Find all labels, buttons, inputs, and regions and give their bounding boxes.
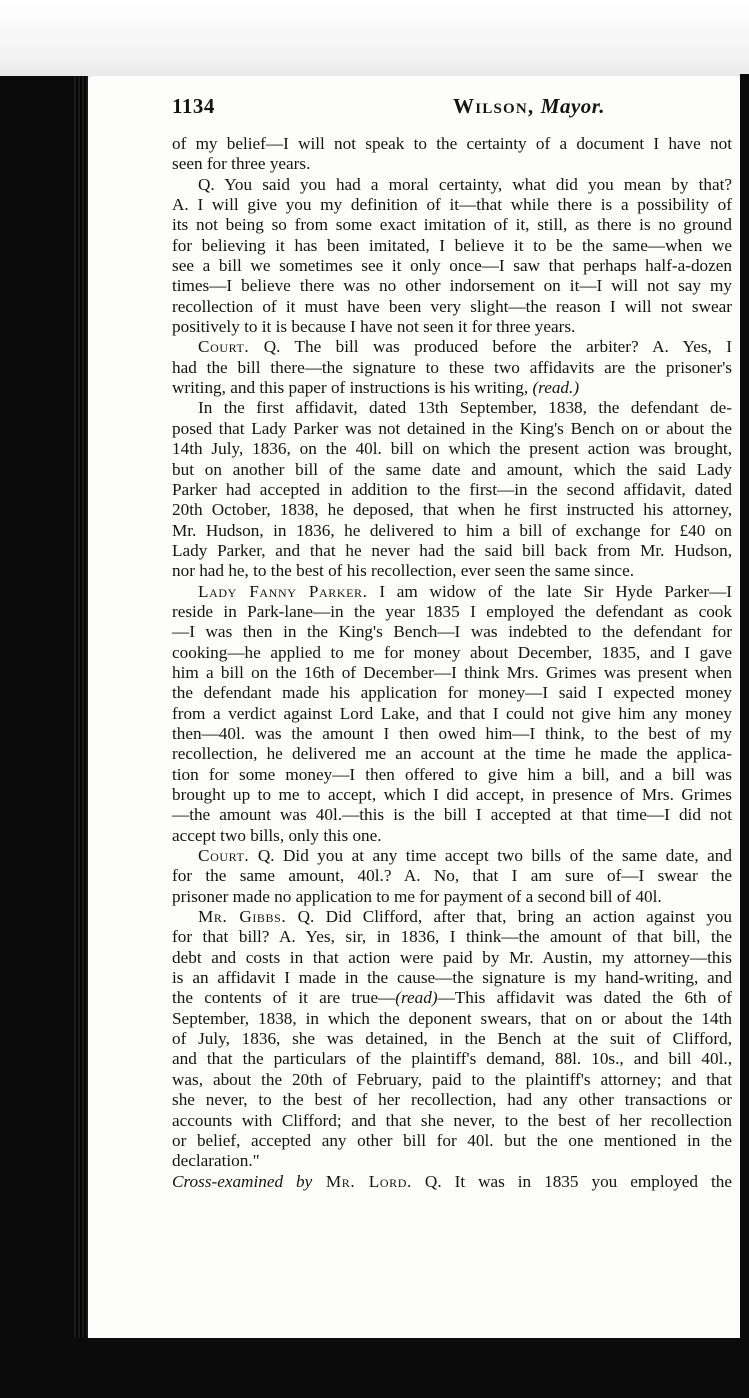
line-text: the defendant made his application for money—I said I expected money xyxy=(172,683,732,703)
line-text: had the bill there—the signature to these two affidavits are the prisoner's xyxy=(172,357,732,377)
line-text: its not being so from some exact imitation of it, still, as there is no ground xyxy=(172,215,732,235)
line-text: brought up to me to accept, which I did accept, in presence of Mrs. Grimes xyxy=(172,785,732,804)
line-text: debt and costs in that action were paid by Mr. Austin, my attorney—this xyxy=(172,947,732,967)
line-text: of my belief—I will not speak to the certainty of a document I have not xyxy=(172,134,732,153)
line-text: or belief, accepted any other bill for 40l. but the one mentioned in the xyxy=(172,1130,732,1150)
line-text: then—40l. was the amount I then owed him—I think, to the best of my xyxy=(172,723,732,743)
text-line xyxy=(172,358,732,378)
text-line xyxy=(172,988,732,1008)
italic-text: (read) xyxy=(395,988,438,1008)
text-line xyxy=(172,724,732,744)
speaker-name: Mr. Gibbs. xyxy=(198,907,287,927)
line-text: for the same amount, 40l.? A. No, that I am sure of—I swear the xyxy=(172,866,732,886)
line-text: Mr. Hudson, in 1836, he delivered to him a bill of exchange for £40 on xyxy=(172,520,732,540)
text-line xyxy=(172,337,732,357)
line-text: reside in Park-lane—in the year 1835 I employed the defendant as cook xyxy=(172,601,732,621)
text-line xyxy=(172,500,732,520)
text-line xyxy=(172,378,732,398)
running-head-name: Wilson, xyxy=(453,94,535,118)
text-line xyxy=(172,541,732,561)
text-line xyxy=(172,317,732,337)
line-text: prisoner made no application to me for payment of a second bill of 40l. xyxy=(172,886,662,906)
line-text: —This affidavit was dated the 6th of xyxy=(437,988,732,1008)
text-line xyxy=(172,154,732,174)
page-header xyxy=(172,94,732,126)
line-text: positively to it is because I have not seen it for three years. xyxy=(172,317,576,337)
line-text: of July, 1836, she was detained, in the Bench at the suit of Clifford, xyxy=(172,1029,732,1049)
text-line xyxy=(172,1029,732,1049)
line-text: Q. You said you had a moral certainty, what did you mean by that? xyxy=(198,174,732,194)
text-line xyxy=(172,968,732,988)
line-text: accounts with Clifford; and that she never, to the best of her recollection xyxy=(172,1110,732,1130)
text-line xyxy=(172,663,732,683)
line-text: the contents of it are true— xyxy=(172,988,396,1008)
text-line xyxy=(172,643,732,663)
line-text: A. I will give you my definition of it—that while there is a possibility of xyxy=(172,195,732,215)
text-line xyxy=(172,460,732,480)
text-line xyxy=(172,826,732,846)
line-text: declaration." xyxy=(172,1151,260,1171)
text-line xyxy=(172,134,732,154)
line-text: accept two bills, only this one. xyxy=(172,825,382,845)
text-line xyxy=(172,887,732,907)
line-text: tion for some money—I then offered to give him a bill, and a bill was xyxy=(172,764,732,784)
line-text: Parker had accepted in addition to the first—in the second affidavit, dated xyxy=(172,479,732,499)
scan-bottom-border xyxy=(0,1338,749,1398)
page-number: 1134 xyxy=(172,94,215,118)
text-line xyxy=(172,195,732,215)
text-line xyxy=(172,602,732,622)
line-text: cooking—he applied to me for money about December, 1835, and I gave xyxy=(172,642,732,662)
text-line xyxy=(172,927,732,947)
italic-text: Cross-examined by xyxy=(172,1171,313,1191)
line-text: Q. The bill was produced before the arbiter? A. Yes, I xyxy=(249,337,732,357)
line-text: Q. Did Clifford, after that, bring an action against you xyxy=(286,907,732,927)
line-text: see a bill we sometimes see it only once—I saw that perhaps half-a-dozen xyxy=(172,256,732,276)
text-line xyxy=(172,948,732,968)
text-line xyxy=(172,744,732,764)
line-text: and that the particulars of the plaintiff's demand, 88l. 10s., and bill 40l., xyxy=(172,1049,732,1069)
text-line xyxy=(172,765,732,785)
text-line xyxy=(172,1009,732,1029)
line-text: Lady Parker, and that he never had the said bill back from Mr. Hudson, xyxy=(172,540,732,560)
text-line xyxy=(172,439,732,459)
line-text: —the amount was 40l.—this is the bill I accepted at that time—I did not xyxy=(172,805,732,825)
text-line xyxy=(172,846,732,866)
speaker-name: Court. xyxy=(198,337,250,357)
line-text: is an affidavit I made in the cause—the signature is my hand-writing, and xyxy=(172,968,732,988)
italic-text: (read.) xyxy=(532,378,580,398)
text-line xyxy=(172,582,732,602)
body-text xyxy=(172,134,732,1192)
line-text: —I was then in the King's Bench—I was indebted to the defendant for xyxy=(172,622,732,642)
text-line xyxy=(172,480,732,500)
line-text: I am widow of the late Sir Hyde Parker—I xyxy=(367,581,733,601)
line-text: writing, and this paper of instructions is his writing, xyxy=(172,378,533,398)
line-text: September, 1838, in which the deponent swears, that on or about the 14th xyxy=(172,1008,732,1028)
text-line xyxy=(172,622,732,642)
scan-top-margin xyxy=(0,0,749,80)
speaker-name: Lady Fanny Parker. xyxy=(198,581,368,601)
book-page xyxy=(88,76,740,1338)
line-text: In the first affidavit, dated 13th September, 1838, the defendant de- xyxy=(198,398,732,418)
line-text: Q. Did you at any time accept two bills of the same date, and xyxy=(249,846,732,866)
text-line xyxy=(172,215,732,235)
speaker-name: Court. xyxy=(198,846,250,866)
line-text: seen for three years. xyxy=(172,154,311,174)
text-line xyxy=(172,1090,732,1110)
line-text: recollection of it must have been very slight—the reason I will not swear xyxy=(172,296,732,316)
text-line xyxy=(172,236,732,256)
line-text: from a verdict against Lord Lake, and that I could not give him any money xyxy=(172,703,732,723)
text-line xyxy=(172,907,732,927)
text-line xyxy=(172,1131,732,1151)
speaker-name: Mr. Lord. xyxy=(312,1171,412,1191)
text-line xyxy=(172,175,732,195)
text-line xyxy=(172,419,732,439)
book-gutter xyxy=(0,76,88,1398)
text-line xyxy=(172,805,732,825)
text-line xyxy=(172,866,732,886)
line-text: recollection, he delivered me an account at the time he made the applica- xyxy=(172,744,732,764)
line-text: 14th July, 1836, on the 40l. bill on which the present action was brought, xyxy=(172,439,732,459)
text-line xyxy=(172,704,732,724)
scan-right-border xyxy=(740,74,749,1350)
text-line xyxy=(172,1049,732,1069)
line-text: nor had he, to the best of his recollection, ever seen the same since. xyxy=(172,561,634,581)
text-line xyxy=(172,1070,732,1090)
text-line xyxy=(172,256,732,276)
line-text: times—I believe there was no other indorsement on it—I will not say my xyxy=(172,276,732,296)
text-line xyxy=(172,521,732,541)
page-edges xyxy=(74,76,88,1398)
line-text: Q. It was in 1835 you employed the xyxy=(411,1171,732,1191)
text-line xyxy=(172,276,732,296)
text-line xyxy=(172,683,732,703)
running-head-role: Mayor. xyxy=(540,94,606,118)
text-line xyxy=(172,1111,732,1131)
text-line xyxy=(172,1172,732,1192)
text-line xyxy=(172,785,732,805)
line-text: she never, to the best of her recollection, had any other transactions or xyxy=(172,1090,732,1110)
text-line xyxy=(172,398,732,418)
line-text: for believing it has been imitated, I believe it to be the same—when we xyxy=(172,235,732,255)
running-head xyxy=(453,94,605,119)
text-line xyxy=(172,1151,732,1171)
text-line xyxy=(172,297,732,317)
line-text: 20th October, 1838, he deposed, that when he first instructed his attorney, xyxy=(172,500,732,520)
line-text: but on another bill of the same date and amount, which the said Lady xyxy=(172,459,732,479)
line-text: was, about the 20th of February, paid to the plaintiff's attorney; and that xyxy=(172,1069,732,1089)
text-line xyxy=(172,561,732,581)
line-text: for that bill? A. Yes, sir, in 1836, I think—the amount of that bill, the xyxy=(172,927,732,947)
line-text: him a bill on the 16th of December—I think Mrs. Grimes was present when xyxy=(172,662,732,682)
line-text: posed that Lady Parker was not detained in the King's Bench on or about the xyxy=(172,418,732,438)
